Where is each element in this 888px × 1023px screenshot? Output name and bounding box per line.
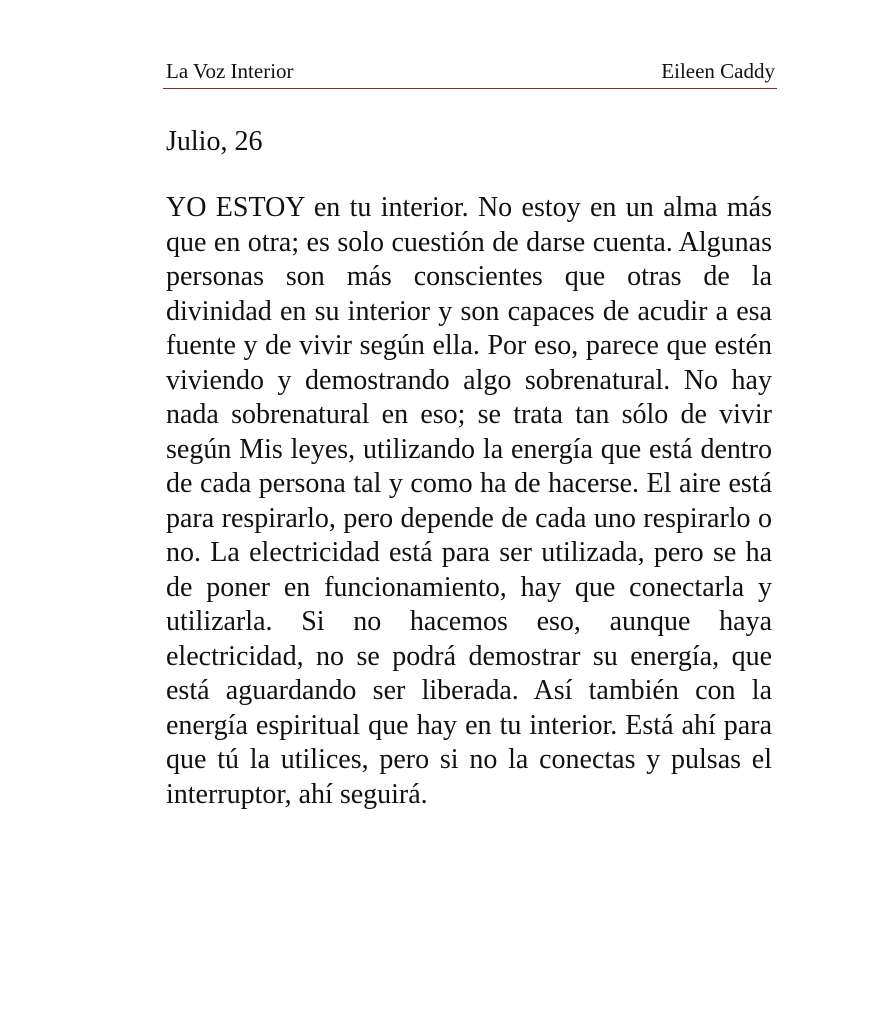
book-title: La Voz Interior	[166, 59, 294, 83]
author-name: Eileen Caddy	[661, 59, 775, 83]
entry-date: Julio, 26	[166, 126, 263, 157]
book-page	[163, 58, 777, 840]
running-header	[163, 58, 777, 89]
entry-text: YO ESTOY en tu interior. No estoy en un alma más que en otra; es solo cuestión de darse cuenta. Algunas personas son más conscientes que otras de la divinidad en su interior y son capaces de acudir a esa fuente y de vivir según ella. Por eso, parece que estén viviendo y demostrando algo sobrenatural. No hay nada sobrenatural en eso; se trata tan sólo de vivir según Mis leyes, utilizando la energía que está dentro de cada persona tal y como ha de hacerse. El aire está para respirarlo, pero depende de cada uno respirarlo o no. La electricidad está para ser utilizada, pero se ha de poner en funcionamiento, hay que conectarla y utilizarla. Si no hacemos eso, aunque haya electricidad, no se podrá demostrar su energía, que está aguardando ser liberada. Así también con la energía espiritual que hay en tu interior. Está ahí para que tú la utilices, pero si no la conectas y pulsas el interruptor, ahí seguirá.	[166, 192, 772, 810]
